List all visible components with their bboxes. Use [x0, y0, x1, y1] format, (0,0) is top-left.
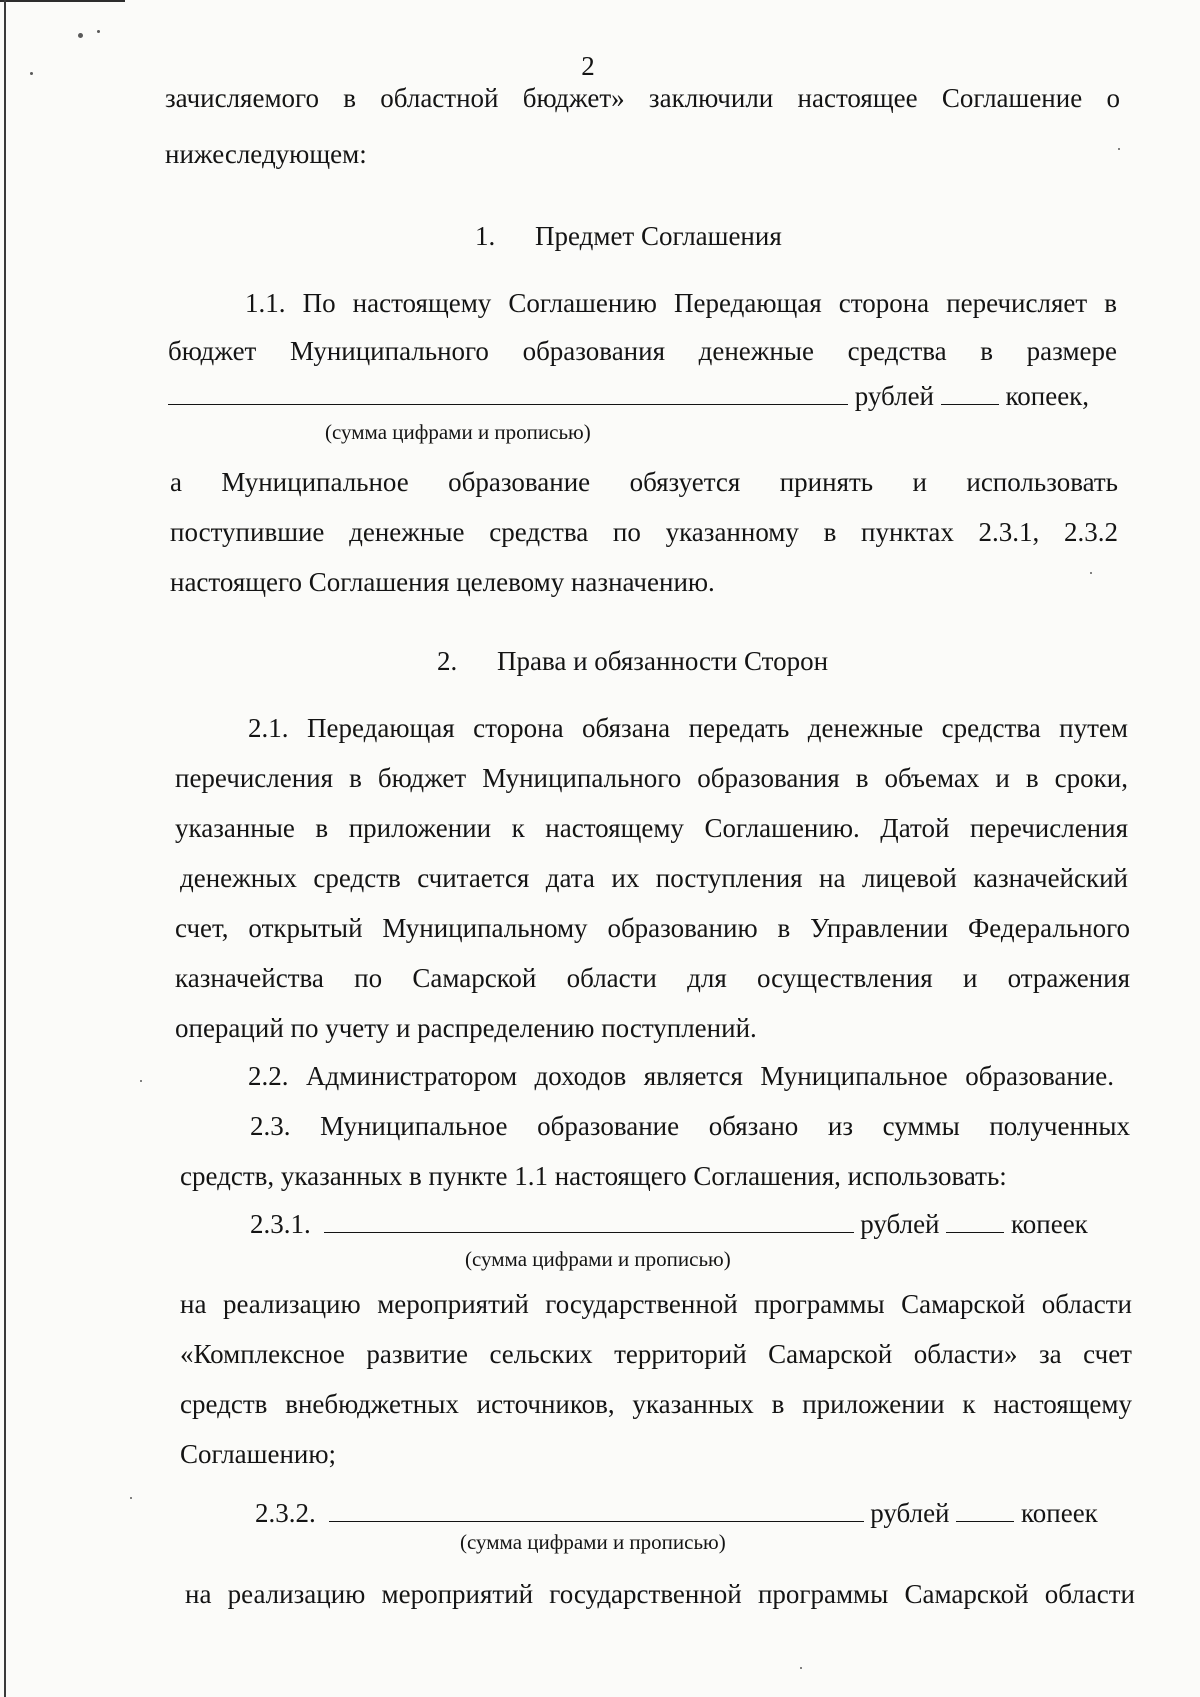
section-heading-1 [475, 220, 782, 252]
scan-speck [1090, 572, 1092, 574]
paragraph-line: 2.1. Передающая сторона обязана передать денежные средства путем [248, 713, 1128, 743]
kopeks-blank [956, 1499, 1014, 1522]
rubles-label: рублей [854, 381, 935, 411]
scan-speck [78, 33, 83, 38]
kopeks-blank [941, 382, 999, 405]
amount-line-1-1 [168, 380, 1089, 412]
amount-blank [329, 1499, 864, 1522]
paragraph-line: средств, указанных в пункте 1.1 настоящего Соглашения, использовать: [180, 1161, 1007, 1191]
paragraph-line: а Муниципальное образование обязуется принять и использовать [170, 467, 1118, 497]
section-title: Предмет Соглашения [535, 221, 782, 251]
rubles-label: рублей [860, 1209, 940, 1239]
section-number: 2. [437, 646, 458, 676]
paragraph-line: 2.2. Администратором доходов является Муниципальное образование. [248, 1061, 1114, 1091]
kopeks-label: копеек [1011, 1209, 1088, 1239]
section-heading-2 [437, 645, 828, 677]
paragraph-line: счет, открытый Муниципальному образованию в Управлении Федерального [175, 913, 1130, 943]
scan-speck [30, 72, 33, 75]
scan-edge-left [4, 0, 6, 1697]
amount-blank [168, 382, 848, 405]
intro-line: зачисляемого в областной бюджет» заключили настоящее Соглашение о [165, 83, 1120, 113]
amount-caption: (сумма цифрами и прописью) [465, 1247, 731, 1271]
amount-caption: (сумма цифрами и прописью) [460, 1530, 726, 1554]
scan-speck [97, 30, 100, 33]
intro-line: нижеследующем: [165, 139, 367, 169]
paragraph-line: поступившие денежные средства по указанному в пунктах 2.3.1, 2.3.2 [170, 517, 1118, 547]
rubles-label: рублей [870, 1498, 950, 1528]
paragraph-line: «Комплексное развитие сельских территорий Самарской области» за счет [180, 1339, 1132, 1369]
section-number: 1. [475, 221, 496, 251]
amount-line-2-3-1 [250, 1208, 1088, 1240]
page-number: 2 [581, 51, 595, 81]
scan-speck [800, 1667, 802, 1669]
paragraph-line: операций по учету и распределению поступлений. [175, 1013, 757, 1043]
kopeks-blank [946, 1210, 1004, 1233]
amount-caption: (сумма цифрами и прописью) [325, 420, 591, 444]
scan-speck [1118, 148, 1120, 150]
paragraph-line: перечисления в бюджет Муниципального образования в объемах и в сроки, [175, 763, 1128, 793]
amount-line-2-3-2 [255, 1497, 1098, 1529]
paragraph-line: денежных средств считается дата их поступления на лицевой казначейский [180, 863, 1128, 893]
scan-speck [130, 1497, 132, 1499]
kopeks-label: копеек [1021, 1498, 1098, 1528]
paragraph-line: указанные в приложении к настоящему Соглашению. Датой перечисления [175, 813, 1128, 843]
paragraph-line: 1.1. По настоящему Соглашению Передающая сторона перечисляет в [245, 288, 1117, 318]
item-number: 2.3.2. [255, 1498, 316, 1528]
section-title: Права и обязанности Сторон [497, 646, 829, 676]
paragraph-line: Соглашению; [180, 1439, 337, 1469]
kopeks-label: копеек, [1005, 381, 1090, 411]
amount-blank [324, 1210, 854, 1233]
item-number: 2.3.1. [250, 1209, 311, 1239]
paragraph-line: казначейства по Самарской области для осуществления и отражения [175, 963, 1130, 993]
paragraph-line: на реализацию мероприятий государственной программы Самарской области [180, 1289, 1132, 1319]
scan-speck [140, 1080, 142, 1082]
paragraph-line: средств внебюджетных источников, указанных в приложении к настоящему [180, 1389, 1132, 1419]
paragraph-line: бюджет Муниципального образования денежные средства в размере [168, 336, 1117, 366]
paragraph-line: на реализацию мероприятий государственной программы Самарской области [185, 1579, 1135, 1609]
scan-edge-top [0, 0, 125, 2]
paragraph-line: 2.3. Муниципальное образование обязано из суммы полученных [250, 1111, 1130, 1141]
paragraph-line: настоящего Соглашения целевому назначению. [170, 567, 715, 597]
